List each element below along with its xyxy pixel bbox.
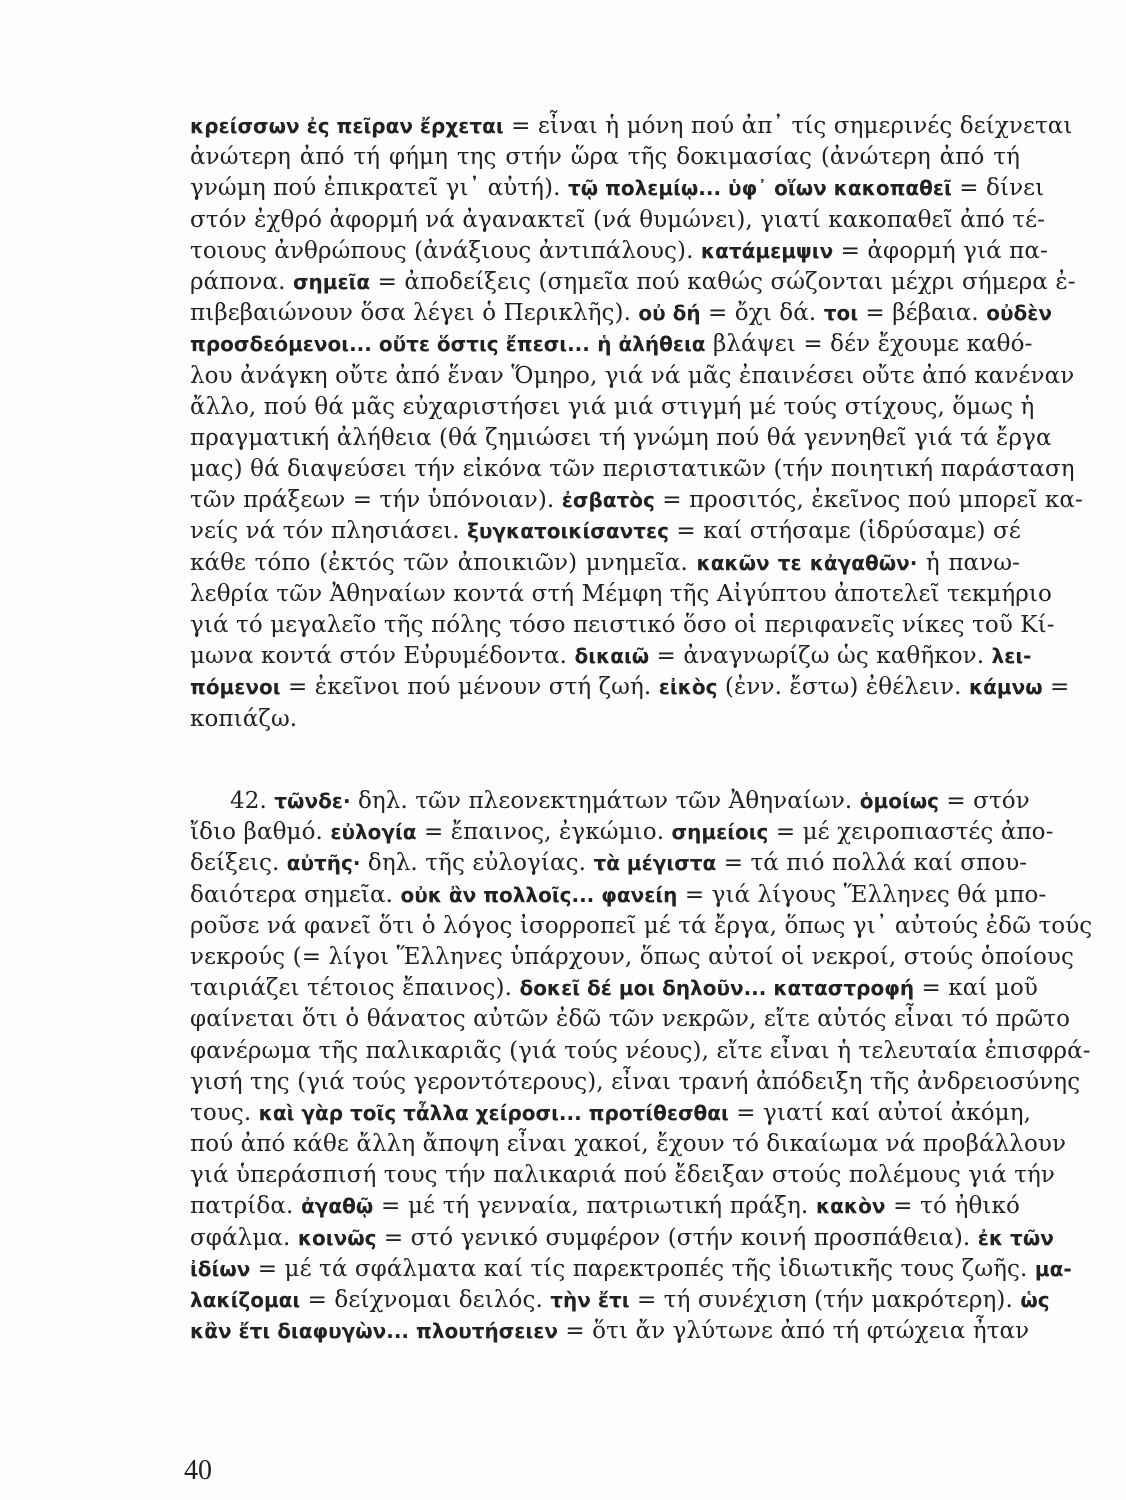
text-line (190, 111, 1073, 142)
text-line (190, 942, 1074, 973)
text-segment: = ἀφορμή γιά πα- (833, 237, 1048, 264)
lemma-term: τοι (823, 301, 858, 326)
text-segment: μας) θά διαψεύσει τήν εἰκόνα τῶν περιστατικῶν (τήν ποιητική παράσταση (190, 456, 1075, 483)
text-segment: = προσιτός, ἐκεῖνος πού μπορεῖ κα- (654, 487, 1083, 514)
lemma-term: εὐλογία (330, 820, 417, 845)
text-segment: ράπονα. (190, 268, 293, 295)
text-segment: τῶν πράξεων = τήν ὑπόνοιαν). (190, 487, 562, 514)
lemma-term: οὐ δή (638, 301, 701, 326)
lemma-term: εἰκὸς (658, 675, 718, 700)
lemma-term: πόμενοι (190, 675, 281, 700)
text-segment: νεκρούς (= λίγοι Ἕλληνες ὑπάρχουν, ὅπως αὐτοί οἱ νεκροί, στούς ὁποίους (190, 943, 1074, 970)
text-segment: στόν ἐχθρό ἀφορμή νά ἀγανακτεῖ (νά θυμώνει), γιατί κακοπαθεῖ ἀπό τέ- (190, 206, 1045, 233)
text-segment: = γιατί καί αὐτοί ἀκόμη, (728, 1099, 1032, 1126)
lemma-term: σημείοις (671, 820, 769, 845)
text-segment: νείς νά τόν πλησιάσει. (190, 518, 468, 545)
text-line (190, 672, 1070, 703)
lemma-term: κἂν ἔτι διαφυγὼν... πλουτήσειεν (190, 1319, 558, 1344)
text-segment: = καί μοῦ (914, 975, 1038, 1002)
text-line (190, 485, 1083, 516)
text-segment: (ἐνν. ἔστω) ἐθέλειν. (717, 674, 969, 701)
text-segment: φανέρωμα τῆς παλικαριᾶς (γιά τούς νέους), εἴτε εἶναι ἡ τελευταία ἐπισφρά- (190, 1037, 1091, 1064)
text-segment: = ἀναγνωρίζω ὡς καθῆκον. (649, 643, 992, 670)
lemma-term: ἀγαθῷ (301, 1194, 374, 1219)
lemma-term: αὐτῆς· (286, 851, 361, 876)
text-segment: μωνα κοντά στόν Εὐρυμέδοντα. (190, 643, 575, 670)
text-line (190, 973, 1038, 1004)
text-line (190, 1067, 1081, 1098)
text-line (190, 1254, 1072, 1285)
text-line (190, 880, 1047, 911)
text-line (190, 392, 1035, 423)
text-line (190, 298, 1052, 329)
text-segment: ἄλλο, πού θά μᾶς εὐχαριστήσει γιά μιά στιγμή μέ τούς στίχους, ὅμως ἡ (190, 393, 1035, 420)
text-segment: δηλ. τῶν πλεονεκτημάτων τῶν Ἀθηναίων. (350, 788, 860, 814)
text-segment: δηλ. τῆς εὐλογίας. (360, 850, 594, 877)
text-segment: γνώμη πού ἐπικρατεῖ γι᾽ αὐτή). (190, 175, 568, 202)
text-segment: σφάλμα. (190, 1224, 298, 1251)
text-segment: πού ἀπό κάθε ἄλλη ἄποψη εἶναι χακοί, ἔχουν τό δικαίωμα νά προβάλλουν (190, 1131, 1067, 1158)
text-line (190, 329, 1033, 360)
text-segment: = δείχνομαι δειλός. (300, 1287, 551, 1313)
text-segment: = ὅτι ἄν γλύτωνε ἀπό τή φτώχεια ἦταν (557, 1318, 1030, 1345)
lemma-term: ὁμοίως (859, 789, 939, 813)
text-segment: ἡ πανω- (917, 549, 1020, 576)
lemma-term: καὶ γὰρ τοῖς τἆλλα χείροσι... προτίθεσθαι (258, 1100, 729, 1125)
text-line (190, 173, 1045, 204)
lemma-term: κακῶν τε κἀγαθῶν· (696, 550, 918, 575)
text-segment: = ἀποδείξεις (σημεῖα πού καθώς σώζονται μέχρι σήμερα ἐ- (370, 268, 1076, 295)
text-line (190, 1160, 1056, 1191)
text-segment: = στόν (938, 788, 1030, 814)
text-segment: = ἔπαινος, ἐγκώμιο. (416, 819, 672, 846)
text-line (190, 267, 1076, 298)
lemma-term: ἐσβατὸς (561, 488, 655, 513)
lemma-term: οὐδὲν (986, 301, 1052, 326)
text-line (190, 1285, 1050, 1316)
text-segment: = τό ἠθικό (885, 1193, 1020, 1220)
text-segment: ἀνώτερη ἀπό τή φήμη της στήν ὥρα τῆς δοκιμασίας (ἀνώτερη ἀπό τή (190, 144, 1020, 171)
text-line (190, 423, 1052, 454)
text-segment: = στό γενικό συμφέρον (στήν κοινή προσπάθεια). (376, 1224, 978, 1251)
text-segment: πατρίδα. (190, 1193, 302, 1220)
text-segment: πιβεβαιώνουν ὅσα λέγει ὁ Περικλῆς). (190, 300, 639, 327)
text-line (190, 848, 1028, 879)
text-segment: 42. (230, 788, 275, 814)
lemma-term: ἡ ἀλήθεια (597, 332, 706, 357)
text-line (190, 786, 1030, 817)
text-segment: γισή της (γιά τούς γεροντότερους), εἶναι τρανή ἀπόδειξη τῆς ἀνδρειοσύνης (190, 1068, 1081, 1095)
text-segment: ροῦσε νά φανεῖ ὅτι ὁ λόγος ἰσορροπεῖ μέ τά ἔργα, ὅπως γι᾽ αὐτούς ἐδῶ τούς (190, 912, 1093, 939)
lemma-term: κοινῶς (297, 1225, 377, 1250)
text-segment: ταιριάζει τέτοιος ἔπαινος). (190, 975, 520, 1002)
text-line (190, 236, 1048, 267)
text-line (190, 911, 1093, 942)
text-segment: γιά τό μεγαλεῖο τῆς πόλης τόσο πειστικό ὅσο οἱ περιφανεῖς νίκες τοῦ Κί- (190, 612, 1055, 638)
text-segment: = μέ τή γενναία, πατριωτική πράξη. (373, 1193, 816, 1220)
text-line (190, 548, 1020, 579)
text-line (190, 1223, 1054, 1254)
text-segment: λεθρία τῶν Ἀθηναίων κοντά στή Μέμφη τῆς Αἰγύπτου ἀποτελεῖ τεκμήριο (190, 580, 1052, 607)
text-segment: = ἐκεῖνοι πού μένουν στή ζωή. (280, 674, 659, 701)
text-line (190, 454, 1075, 485)
lemma-term: κάμνω (968, 675, 1043, 700)
text-segment: φαίνεται ὅτι ὁ θάνατος αὐτῶν ἐδῶ τῶν νεκρῶν, εἴτε αὐτός εἶναι τό πρῶτο (190, 1006, 1071, 1033)
text-line (190, 704, 1020, 735)
text-line (190, 516, 1020, 547)
text-line (190, 579, 1052, 610)
lemma-term: ξυγκατοικίσαντες (467, 519, 669, 544)
text-segment: κοπιάζω. (190, 705, 298, 732)
text-segment: = (1042, 674, 1070, 701)
text-segment: τοιους ἀνθρώπους (ἀνάξιους ἀντιπάλους). (190, 237, 701, 264)
paragraph-42-commentary (190, 786, 1093, 1347)
text-segment: ἴδιο βαθμό. (190, 819, 331, 846)
text-segment: κάθε τόπο (ἐκτός τῶν ἀποικιῶν) μνημεῖα. (190, 549, 697, 576)
text-line (190, 205, 1045, 236)
text-line (190, 1191, 1020, 1222)
text-segment: = γιά λίγους Ἕλληνες θά μπο- (677, 881, 1047, 908)
text-segment: = βέβαια. (858, 300, 987, 327)
text-segment: = τή συνέχιση (τήν μακρότερη). (629, 1287, 1021, 1313)
text-line (190, 1004, 1071, 1035)
lemma-term: προσδεόμενοι... οὔτε ὅστις ἔπεσι... (190, 332, 590, 357)
text-segment: = μέ χειροπιαστές ἀπο- (768, 819, 1054, 846)
text-line (190, 817, 1054, 848)
lemma-term: τῶνδε· (274, 789, 351, 813)
lemma-term: οὐκ ἂν πολλοῖς... φανείη (400, 882, 678, 907)
text-line (190, 1098, 1032, 1129)
lemma-term: λει- (991, 644, 1032, 669)
text-line (190, 142, 1020, 173)
text-line (190, 1036, 1091, 1067)
text-segment: γιά ὑπεράσπισή τους τήν παλικαριά πού ἔδειξαν στούς πολέμους γιά τήν (190, 1162, 1056, 1189)
text-segment: τους. (190, 1099, 259, 1126)
lemma-term: τῷ πολεμίῳ... ὑφ᾽ οἵων κακοπαθεῖ (567, 176, 952, 201)
lemma-term: δοκεῖ δέ μοι δηλοῦν... καταστροφή (519, 976, 915, 1001)
text-line (190, 1129, 1067, 1160)
lemma-term: σημεῖα (292, 269, 371, 294)
text-line (190, 641, 1032, 672)
text-line (190, 1316, 1030, 1347)
lemma-term: κακὸν (815, 1194, 886, 1219)
text-line (190, 361, 1075, 392)
lemma-term: κατάμεμψιν (700, 238, 834, 263)
text-segment: = εἶναι ἡ μόνη πού ἀπ᾽ τίς σημερινές δείχνεται (503, 113, 1073, 139)
lemma-term: ὡς (1020, 1288, 1050, 1312)
lemma-term: ἰδίων (190, 1256, 251, 1281)
lemma-term: ἐκ τῶν (977, 1225, 1054, 1250)
lemma-term: κρείσσων ἐς πεῖραν ἔρχεται (190, 114, 504, 138)
text-segment: βλάψει = δέν ἔχουμε καθό- (705, 331, 1033, 358)
paragraph-41-commentary (190, 111, 1083, 735)
text-segment: = καί στήσαμε (ἱδρύσαμε) σέ (668, 518, 1021, 545)
lemma-term: δικαιῶ (574, 644, 650, 669)
text-segment: δείξεις. (190, 850, 287, 877)
page-number: 40 (184, 1455, 212, 1486)
text-segment: = μέ τά σφάλματα καί τίς παρεκτροπές τῆς ἰδιωτικῆς τους ζωῆς. (250, 1255, 1035, 1282)
text-segment: = τά πιό πολλά καί σπου- (716, 850, 1028, 877)
text-segment: = δίνει (951, 175, 1045, 202)
text-segment: = ὄχι δά. (700, 300, 824, 327)
lemma-term: μα- (1034, 1256, 1072, 1281)
text-segment: λου ἀνάγκη οὔτε ἀπό ἕναν Ὅμηρο, γιά νά μᾶς ἐπαινέσει οὔτε ἀπό κανέναν (190, 362, 1075, 389)
lemma-term: τὴν ἔτι (550, 1288, 630, 1312)
lemma-term: τὰ μέγιστα (593, 851, 717, 876)
text-segment: πραγματική ἀλήθεια (θά ζημιώσει τή γνώμη πού θά γεννηθεῖ γιά τά ἔργα (190, 424, 1052, 451)
text-segment: δαιότερα σημεῖα. (190, 881, 401, 908)
text-line (190, 610, 1055, 641)
lemma-term: λακίζομαι (190, 1288, 301, 1312)
